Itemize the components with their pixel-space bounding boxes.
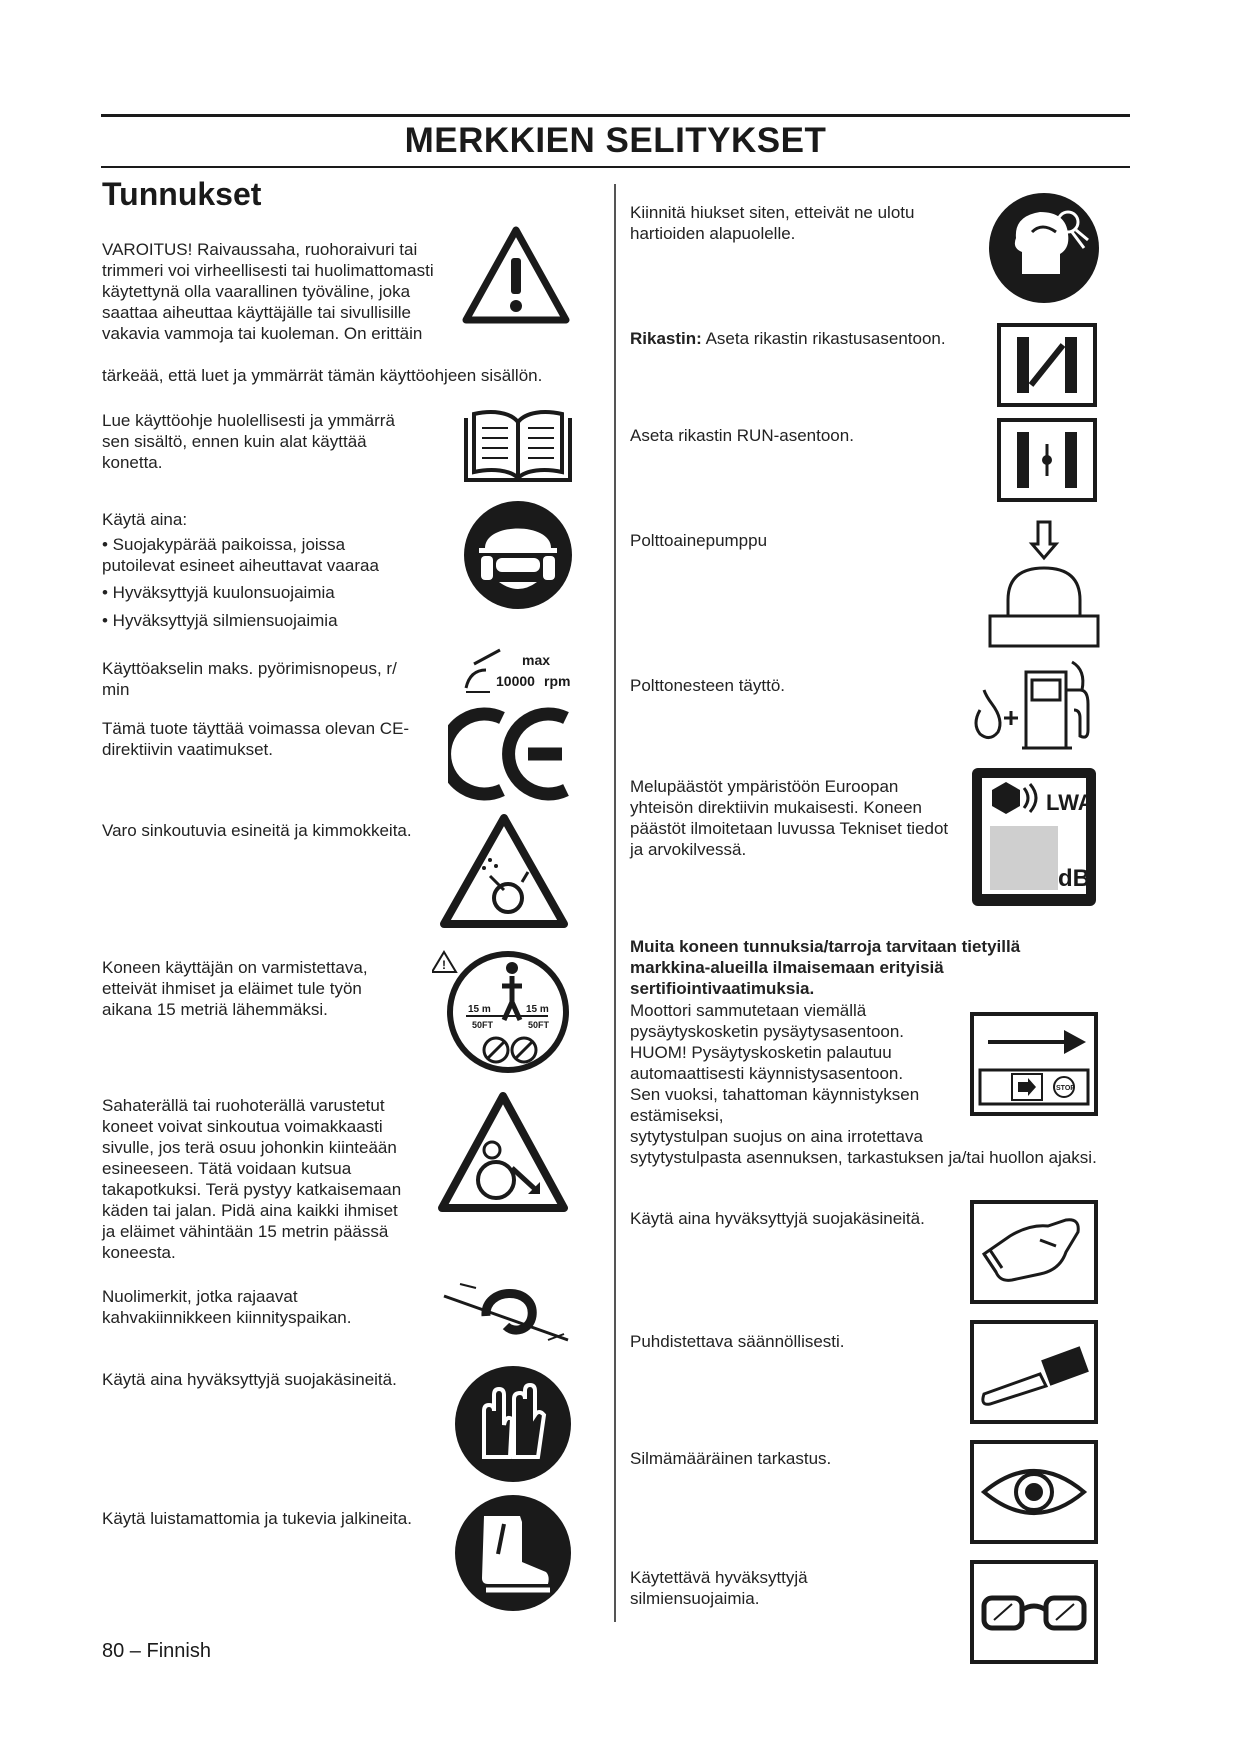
boots-icon — [454, 1494, 572, 1612]
gloves-icon-left — [454, 1365, 572, 1483]
ce-mark-icon — [448, 706, 574, 802]
gloves-text-right: Käytä aina hyväksyttyjä suojakäsineitä. — [630, 1209, 925, 1228]
safety-distance-icon — [432, 946, 570, 1076]
choke-icon — [997, 323, 1097, 407]
thrown-objects-text: Varo sinkoutuvia esineitä ja kimmokkeita. — [102, 821, 412, 840]
noise-lwa-label: LWA — [1046, 790, 1094, 815]
tie-hair-icon — [988, 192, 1100, 304]
warning-text-cont: tärkeää, että luet ja ymmärrät tämän käyttöohjeen sisällön. — [102, 366, 543, 385]
choke-row — [630, 328, 990, 349]
stop-text-5: sytytystulpasta asennuksen, tarkastuksen ja/tai huollon ajaksi. — [630, 1148, 1097, 1167]
thrown-objects-icon — [438, 812, 570, 930]
gloves-text-left: Käytä aina hyväksyttyjä suojakäsineitä. — [102, 1370, 397, 1389]
gloves-icon-right — [970, 1200, 1098, 1304]
ppe-item-helmet: • Suojakypärää paikoissa, joissa putoilevat esineet aiheuttavat vaaraa — [102, 535, 379, 575]
kickback-text: Sahaterällä tai ruohoterällä varustetut koneet voivat sinkoutua voimakkaasti sivulle, jos terä osuu johonkin kiinteään esineeseen. Tätä voidaan kutsua takapotkuksi. Terä pystyy katkaisemaan käden tai jalan. Pidä aina kaikki ihmiset ja eläimet vähintään 15 metrin päässä koneesta. — [102, 1096, 402, 1262]
noise-emission-icon — [970, 766, 1098, 908]
max-speed-label: max — [522, 652, 551, 668]
ppe-item-eye: • Hyväksyttyjä silmiensuojaimia — [102, 611, 338, 630]
distance-meters-left: 15 m — [468, 1004, 491, 1015]
stop-text-1: Moottori sammutetaan viemällä pysäytyskosketin pysäytysasentoon. — [630, 1001, 905, 1041]
clean-text: Puhdistettava säännöllisesti. — [630, 1332, 845, 1351]
glasses-text: Käytettävä hyväksyttyjä silmiensuojaimia. — [630, 1568, 808, 1608]
max-speed-icon — [460, 640, 578, 698]
page-footer: 80 – Finnish — [102, 1640, 211, 1662]
primer-bulb-icon — [986, 520, 1102, 648]
distance-feet-right: 50FT — [528, 1020, 550, 1030]
run-position-icon — [997, 418, 1097, 502]
stop-icon-label: STOP — [1056, 1085, 1075, 1092]
arrow-marks-text: Nuolimerkit, jotka rajaavat kahvakiinnikkeen kiinnityspaikan. — [102, 1287, 352, 1327]
run-text: Aseta rikastin RUN-asentoon. — [630, 426, 854, 445]
handle-position-arrows-icon — [440, 1276, 572, 1350]
open-book-icon — [462, 408, 574, 484]
boots-text: Käytä luistamattomia ja tukevia jalkineita. — [102, 1509, 412, 1528]
safety-glasses-icon — [970, 1560, 1098, 1664]
cleaning-brush-icon — [970, 1320, 1098, 1424]
noise-db-label: dB — [1058, 865, 1090, 892]
stop-text-3: Sen vuoksi, tahattoman käynnistyksen estämiseksi, — [630, 1085, 920, 1125]
other-symbols-bold-text: Muita koneen tunnuksia/tarroja tarvitaan tietyillä markkina-alueilla ilmaisemaan erityisiä sertifiointivaatimuksia. — [630, 937, 1021, 998]
kickback-warning-icon — [436, 1090, 570, 1214]
choke-label: Rikastin: — [630, 329, 702, 348]
stop-switch-icon — [970, 1012, 1098, 1116]
page-title: MERKKIEN SELITYKSET — [404, 121, 827, 160]
ppe-item-ear: • Hyväksyttyjä kuulonsuojaimia — [102, 583, 335, 602]
fuel-pump-text: Polttoainepumppu — [630, 531, 768, 550]
max-speed-value: 10000 — [496, 673, 535, 689]
fuel-mix-icon — [968, 660, 1102, 756]
stop-text-4: sytytystulpan suojus on aina irrotettava — [630, 1127, 923, 1146]
helmet-ear-eye-protection-icon — [463, 500, 573, 610]
distance-meters-right: 15 m — [526, 1004, 549, 1015]
distance-feet-left: 50FT — [472, 1020, 494, 1030]
inspect-text: Silmämääräinen tarkastus. — [630, 1449, 832, 1468]
speed-text: Käyttöakselin maks. pyörimisnopeus, r/ min — [102, 659, 397, 699]
choke-text: Aseta rikastin rikastusasentoon. — [705, 329, 946, 348]
section-heading: Tunnukset — [102, 176, 262, 212]
svg-text:!: ! — [442, 958, 446, 972]
noise-text: Melupäästöt ympäristöön Euroopan yhteisön direktiivin mukaisesti. Koneen päästöt ilmoitetaan luvussa Tekniset tiedot ja arvokilvessä. — [630, 777, 949, 859]
refuel-text: Polttonesteen täyttö. — [630, 676, 785, 695]
column-divider — [614, 184, 616, 1622]
manual-text: Lue käyttöohje huolellisesti ja ymmärrä sen sisältö, ennen kuin alat käyttää konetta. — [102, 411, 395, 472]
hair-text: Kiinnitä hiukset siten, etteivät ne ulotu hartioiden alapuolelle. — [630, 203, 915, 243]
max-speed-unit: rpm — [544, 673, 571, 689]
title-rule — [101, 166, 1130, 168]
ce-text: Tämä tuote täyttää voimassa olevan CE-direktiivin vaatimukset. — [102, 719, 410, 759]
top-rule — [101, 114, 1130, 117]
ppe-intro: Käytä aina: — [102, 510, 188, 529]
warning-triangle-icon — [462, 226, 570, 324]
warning-text: VAROITUS! Raivaussaha, ruohoraivuri tai trimmeri voi virheellisesti tai huolimattomasti käytettynä olla vaarallinen työväline, joka saattaa aiheuttaa käyttäjälle tai sivullisille vakavia vammoja tai kuoleman. On erittäin — [102, 240, 434, 343]
stop-text-2: HUOM! Pysäytyskosketin palautuu automaattisesti käynnistysasentoon. — [630, 1043, 904, 1083]
distance-text: Koneen käyttäjän on varmistettava, etteivät ihmiset ja eläimet tule työn aikana 15 metriä lähemmäksi. — [102, 958, 368, 1019]
eye-inspection-icon — [970, 1440, 1098, 1544]
